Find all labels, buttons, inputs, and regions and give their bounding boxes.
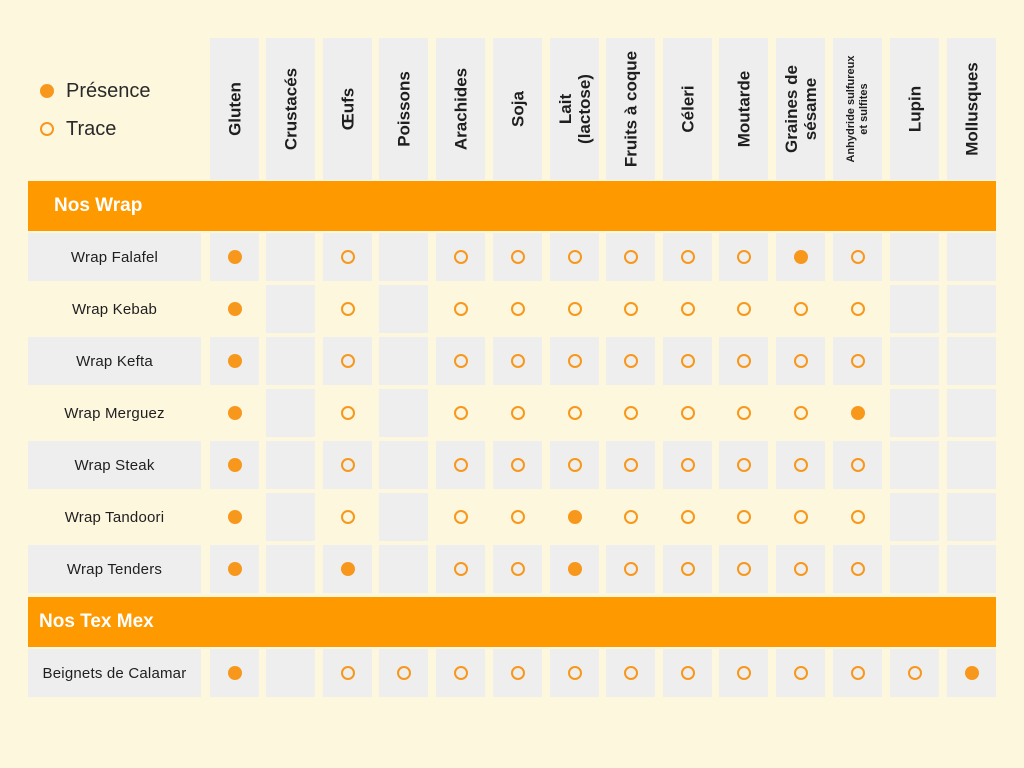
column-header xyxy=(266,38,315,180)
table-cell xyxy=(776,233,825,281)
table-cell xyxy=(436,233,485,281)
column-header xyxy=(493,38,542,180)
table-cell xyxy=(379,441,428,489)
legend-presence-label: Présence xyxy=(66,79,151,102)
trace-circle-icon xyxy=(794,510,808,524)
row-label: Wrap Merguez xyxy=(64,404,165,422)
table-cell xyxy=(663,285,712,333)
column-header xyxy=(663,38,712,180)
trace-circle-icon xyxy=(454,354,468,368)
table-cell xyxy=(947,233,996,281)
table-cell xyxy=(606,649,655,697)
presence-dot-icon xyxy=(228,458,242,472)
table-cell xyxy=(436,441,485,489)
trace-circle-icon xyxy=(681,510,695,524)
table-cell xyxy=(890,337,939,385)
table-cell xyxy=(379,545,428,593)
table-cell xyxy=(890,389,939,437)
trace-circle-icon xyxy=(568,666,582,680)
column-header-label: Gluten xyxy=(225,82,244,136)
trace-circle-icon xyxy=(681,302,695,316)
column-header xyxy=(550,38,599,180)
trace-circle-icon xyxy=(624,562,638,576)
table-cell xyxy=(266,389,315,437)
table-cell xyxy=(550,337,599,385)
trace-circle-icon xyxy=(624,666,638,680)
trace-circle-icon xyxy=(681,666,695,680)
table-cell xyxy=(663,545,712,593)
presence-dot-icon xyxy=(341,562,355,576)
table-cell xyxy=(663,493,712,541)
table-cell xyxy=(947,649,996,697)
table-cell xyxy=(606,441,655,489)
table-cell xyxy=(266,441,315,489)
table-cell xyxy=(266,233,315,281)
presence-dot-icon xyxy=(228,250,242,264)
trace-circle-icon xyxy=(454,302,468,316)
table-cell xyxy=(379,337,428,385)
table-cell xyxy=(266,337,315,385)
presence-dot-icon xyxy=(228,510,242,524)
trace-circle-icon xyxy=(681,250,695,264)
table-cell xyxy=(493,441,542,489)
row-label: Wrap Tenders xyxy=(28,545,201,593)
table-cell xyxy=(719,337,768,385)
trace-circle-icon xyxy=(737,510,751,524)
table-cell xyxy=(663,441,712,489)
column-header-label: Œufs xyxy=(338,87,357,131)
table-cell xyxy=(776,649,825,697)
trace-circle-icon xyxy=(681,354,695,368)
presence-dot-icon xyxy=(794,250,808,264)
table-cell xyxy=(436,285,485,333)
table-cell xyxy=(776,441,825,489)
trace-circle-icon xyxy=(794,406,808,420)
column-header-label: Moutarde xyxy=(734,70,753,148)
table-cell xyxy=(493,493,542,541)
table-cell xyxy=(550,389,599,437)
table-cell xyxy=(947,337,996,385)
trace-circle-icon xyxy=(454,406,468,420)
table-cell xyxy=(776,545,825,593)
trace-circle-icon xyxy=(511,458,525,472)
column-header-label: Arachides xyxy=(451,67,470,151)
column-header xyxy=(776,38,825,180)
column-header xyxy=(890,38,939,180)
column-header-label: Anhydride sulfureux et sulfites xyxy=(844,55,870,163)
table-cell xyxy=(890,545,939,593)
table-cell xyxy=(210,285,259,333)
table-cell xyxy=(323,285,372,333)
table-cell xyxy=(379,493,428,541)
trace-circle-icon xyxy=(624,354,638,368)
trace-circle-icon xyxy=(681,458,695,472)
column-header-label: Soja xyxy=(508,91,527,127)
row-label: Wrap Kefta xyxy=(28,337,201,385)
table-cell xyxy=(833,389,882,437)
table-cell xyxy=(719,493,768,541)
table-cell xyxy=(719,545,768,593)
table-cell xyxy=(833,441,882,489)
trace-circle-icon xyxy=(794,666,808,680)
table-cell xyxy=(266,649,315,697)
table-cell xyxy=(266,493,315,541)
row-label: Beignets de Calamar xyxy=(28,649,201,697)
table-cell xyxy=(663,233,712,281)
trace-circle-icon xyxy=(511,354,525,368)
table-cell xyxy=(663,649,712,697)
column-header-label: Mollusques xyxy=(962,62,981,156)
trace-circle-icon xyxy=(794,458,808,472)
trace-circle-icon xyxy=(794,562,808,576)
trace-circle-icon xyxy=(908,666,922,680)
column-header-label: Crustacés xyxy=(281,67,300,151)
trace-circle-icon xyxy=(737,406,751,420)
table-cell xyxy=(493,389,542,437)
presence-dot-icon xyxy=(568,510,582,524)
table-cell xyxy=(323,441,372,489)
trace-circle-icon xyxy=(454,458,468,472)
column-header xyxy=(833,38,882,180)
table-cell xyxy=(323,649,372,697)
column-header-label: Lupin xyxy=(905,85,924,133)
table-cell xyxy=(323,337,372,385)
table-cell xyxy=(833,493,882,541)
trace-circle-icon xyxy=(851,458,865,472)
trace-circle-icon xyxy=(454,562,468,576)
table-cell xyxy=(266,285,315,333)
section-header xyxy=(28,597,996,647)
trace-circle-icon xyxy=(568,250,582,264)
table-cell xyxy=(493,285,542,333)
table-cell xyxy=(663,337,712,385)
column-header-label: Lait (lactose) xyxy=(555,74,594,144)
presence-dot-icon xyxy=(851,406,865,420)
table-cell xyxy=(890,649,939,697)
table-cell xyxy=(436,389,485,437)
table-cell xyxy=(890,285,939,333)
trace-circle-icon xyxy=(454,666,468,680)
trace-circle-icon xyxy=(341,666,355,680)
trace-circle-icon xyxy=(681,562,695,576)
trace-circle-icon xyxy=(511,250,525,264)
presence-dot-icon xyxy=(568,562,582,576)
trace-circle-icon xyxy=(851,666,865,680)
table-cell xyxy=(210,337,259,385)
table-cell xyxy=(550,493,599,541)
table-cell xyxy=(550,285,599,333)
table-cell xyxy=(890,493,939,541)
trace-circle-icon xyxy=(737,302,751,316)
table-cell xyxy=(323,389,372,437)
trace-circle-icon xyxy=(341,510,355,524)
column-header-label: Céleri xyxy=(678,85,697,133)
table-cell xyxy=(833,285,882,333)
table-cell xyxy=(776,389,825,437)
table-cell xyxy=(719,441,768,489)
table-cell xyxy=(550,649,599,697)
table-cell xyxy=(719,233,768,281)
table-cell xyxy=(436,337,485,385)
table-cell xyxy=(493,545,542,593)
trace-circle-icon xyxy=(454,250,468,264)
row-label: Wrap Falafel xyxy=(28,233,201,281)
section-title: Nos Wrap xyxy=(54,195,143,216)
trace-circle-icon xyxy=(624,458,638,472)
table-cell xyxy=(606,493,655,541)
row-label: Wrap Steak xyxy=(28,441,201,489)
presence-dot-icon xyxy=(228,562,242,576)
table-cell xyxy=(606,285,655,333)
table-cell xyxy=(323,545,372,593)
trace-circle-icon xyxy=(851,250,865,264)
table-cell xyxy=(606,545,655,593)
trace-circle-icon xyxy=(624,510,638,524)
table-cell xyxy=(493,233,542,281)
table-cell xyxy=(436,493,485,541)
table-cell xyxy=(719,389,768,437)
column-header xyxy=(947,38,996,180)
trace-circle-icon xyxy=(397,666,411,680)
table-cell xyxy=(493,337,542,385)
trace-circle-icon xyxy=(568,354,582,368)
column-header xyxy=(323,38,372,180)
presence-dot-icon xyxy=(228,354,242,368)
trace-circle-icon xyxy=(624,250,638,264)
trace-circle-icon xyxy=(568,458,582,472)
trace-circle-icon xyxy=(681,406,695,420)
table-cell xyxy=(379,285,428,333)
trace-circle-icon xyxy=(511,666,525,680)
table-cell xyxy=(379,389,428,437)
table-cell xyxy=(833,649,882,697)
trace-circle-icon xyxy=(851,510,865,524)
table-cell xyxy=(436,545,485,593)
presence-dot-icon xyxy=(228,666,242,680)
table-cell xyxy=(210,493,259,541)
trace-circle-icon xyxy=(737,666,751,680)
table-cell xyxy=(947,285,996,333)
trace-circle-icon xyxy=(511,562,525,576)
trace-circle-icon xyxy=(794,302,808,316)
trace-circle-icon xyxy=(851,354,865,368)
trace-circle-icon xyxy=(341,354,355,368)
trace-circle-icon xyxy=(794,354,808,368)
row-label: Wrap Tandoori xyxy=(64,508,165,526)
presence-dot-icon xyxy=(965,666,979,680)
trace-circle-icon xyxy=(737,562,751,576)
table-cell xyxy=(890,233,939,281)
trace-circle-icon xyxy=(737,458,751,472)
table-cell xyxy=(947,441,996,489)
table-cell xyxy=(606,233,655,281)
table-cell xyxy=(210,649,259,697)
table-cell xyxy=(210,389,259,437)
table-cell xyxy=(436,649,485,697)
table-cell xyxy=(550,441,599,489)
table-cell xyxy=(833,233,882,281)
row-label: Wrap Kebab xyxy=(71,300,158,318)
section-title: Nos Tex Mex xyxy=(39,611,154,632)
trace-circle-icon xyxy=(511,302,525,316)
trace-circle-icon xyxy=(341,250,355,264)
trace-circle-icon xyxy=(341,458,355,472)
table-cell xyxy=(833,545,882,593)
trace-circle-icon xyxy=(624,406,638,420)
table-cell xyxy=(606,389,655,437)
table-cell xyxy=(663,389,712,437)
trace-circle-icon xyxy=(454,510,468,524)
table-cell xyxy=(550,233,599,281)
trace-circle-icon xyxy=(737,354,751,368)
trace-circle-icon xyxy=(624,302,638,316)
table-cell xyxy=(776,337,825,385)
presence-dot-icon xyxy=(228,302,242,316)
table-cell xyxy=(210,545,259,593)
table-cell xyxy=(323,493,372,541)
table-cell xyxy=(606,337,655,385)
table-cell xyxy=(493,649,542,697)
table-cell xyxy=(719,285,768,333)
column-header xyxy=(719,38,768,180)
column-header-label: Graines de sésame xyxy=(781,65,820,153)
table-cell xyxy=(776,493,825,541)
column-header xyxy=(606,38,655,180)
column-header-label: Poissons xyxy=(394,71,413,147)
table-cell xyxy=(379,649,428,697)
table-cell xyxy=(210,233,259,281)
column-header xyxy=(210,38,259,180)
column-header xyxy=(379,38,428,180)
table-cell xyxy=(947,545,996,593)
table-cell xyxy=(947,493,996,541)
table-cell xyxy=(323,233,372,281)
trace-circle-icon xyxy=(851,302,865,316)
table-cell xyxy=(776,285,825,333)
trace-circle-icon xyxy=(568,302,582,316)
trace-circle-icon xyxy=(341,302,355,316)
table-cell xyxy=(379,233,428,281)
table-cell xyxy=(550,545,599,593)
table-cell xyxy=(266,545,315,593)
table-cell xyxy=(947,389,996,437)
presence-dot-icon xyxy=(228,406,242,420)
table-cell xyxy=(719,649,768,697)
trace-circle-icon xyxy=(511,510,525,524)
trace-circle-icon xyxy=(851,562,865,576)
section-header xyxy=(28,181,996,231)
trace-circle-icon xyxy=(511,406,525,420)
column-header xyxy=(436,38,485,180)
table-cell xyxy=(210,441,259,489)
trace-circle-icon xyxy=(341,406,355,420)
table-cell xyxy=(833,337,882,385)
legend-trace-label: Trace xyxy=(66,117,117,140)
column-header-label: Fruits à coque xyxy=(621,50,640,168)
table-cell xyxy=(890,441,939,489)
trace-circle-icon xyxy=(568,406,582,420)
trace-circle-icon xyxy=(737,250,751,264)
